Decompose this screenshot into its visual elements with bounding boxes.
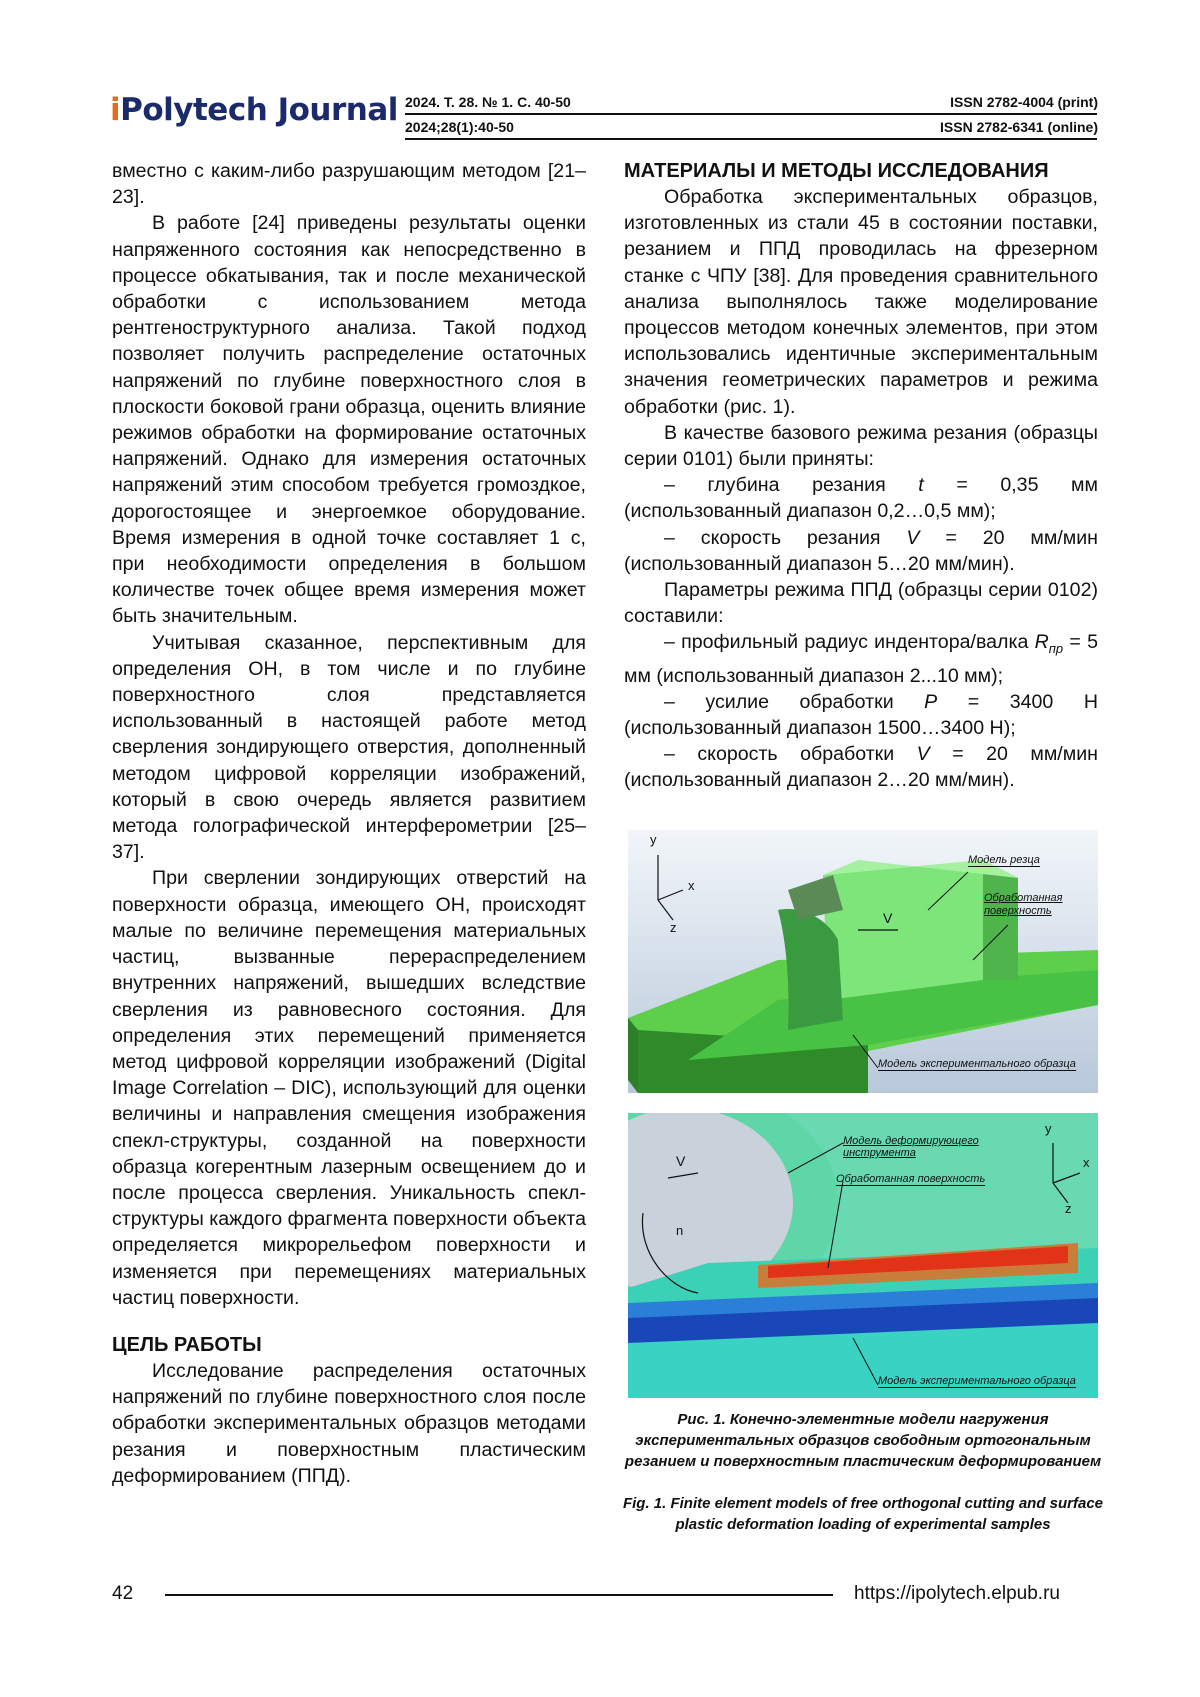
left-paragraph-3: Учитывая сказанное, перспективным для определения ОН, в том числе и по глубине поверхностного слоя представляется использованный в настоящей работе метод сверления зондирующего отверстия, дополненный методом цифровой корреляции изображений, который в свою очередь является развитием метода голографической интерферометрии [25–37].: [112, 631, 586, 864]
right-paragraph-2: В качестве базового режима резания (образцы серии 0101) были приняты:: [624, 421, 1098, 471]
left-paragraph-1: вместно с каким-либо разрушающим методом [21–23].: [112, 160, 586, 209]
footer-rule: [165, 1594, 833, 1596]
right-paragraph-1: Обработка экспериментальных образцов, изготовленных из стали 45 в состоянии поставки, резанием и ППД проводилась на фрезерном станке с ЧПУ [38]. Для проведения сравнительного анализа выполнялось также моделирование процессов методом конечных элементов, при этом использовались идентичные экспериментальным значения геометрических параметров и режима обработки (рис. 1).: [624, 186, 1098, 418]
label-deforming-tool: Модель деформирующего инструмента: [843, 1135, 979, 1159]
axis-z-bottom: z: [1065, 1201, 1072, 1216]
header-rule-top: [405, 113, 1097, 115]
axis-y-top: y: [650, 832, 657, 847]
issn-online: ISSN 2782-6341 (online): [940, 119, 1098, 135]
spd-model-annotations: [628, 1113, 1098, 1398]
footer-url[interactable]: https://ipolytech.elpub.ru: [854, 1583, 1060, 1604]
methods-heading: МАТЕРИАЛЫ И МЕТОДЫ ИССЛЕДОВАНИЯ: [624, 160, 1049, 182]
figure-spd-model: [628, 1113, 1098, 1398]
label-sample-model: Модель экспериментального образца: [878, 1058, 1076, 1070]
label-tool-model: Модель резца: [968, 854, 1040, 866]
right-paragraph-3: Параметры режима ППД (образцы серии 0102) составили:: [624, 579, 1098, 628]
label-processed-surface-bottom: Обработанная поверхность: [836, 1173, 986, 1185]
journal-logo: iPolytech Journal: [110, 92, 398, 128]
label-sample-model-bottom: Модель экспериментального образца: [878, 1375, 1076, 1387]
velocity-label-top: V: [883, 910, 893, 926]
rotation-label: n: [676, 1223, 684, 1238]
force-item: – усилие обработки P = 3400 Н (использованный диапазон 1500…3400 Н);: [624, 690, 1099, 739]
figure-cutting-model: [628, 830, 1098, 1093]
axis-x-bottom: x: [1083, 1155, 1090, 1170]
label-processed-surface: Обработанная поверхность: [984, 892, 1063, 917]
issn-print: ISSN 2782-4004 (print): [950, 94, 1098, 110]
citation-en: 2024;28(1):40-50: [405, 119, 514, 135]
axis-x-top: x: [688, 878, 695, 893]
page-number: 42: [112, 1583, 134, 1604]
cutting-speed-item: – скорость резания V = 20 мм/мин (использованный диапазон 5…20 мм/мин).: [624, 526, 1098, 575]
indenter-radius-item: – профильный радиус индентора/валка $R_{пр} = 5$ мм (использованный диапазон 2...10 мм);: [624, 631, 1099, 687]
left-paragraph-2: В работе [24] приведены результаты оценки напряженного состояния как непосредственно в процессе обкатывания, так и после механической обработки с использованием метода рентгеноструктурного анализа. Такой подход позволяет получить распределение остаточных напряжений по глубине поверхностного слоя в плоскости боковой грани образца, оценить влияние режимов обработки на формирование остаточных напряжений. Однако для измерения остаточных напряжений этим способом требуется громоздкое, дорогостоящее и энергоемкое оборудование. Время измерения в одной точке составляет 1 с, при необходимости определения в большом количестве точек общее время измерения может быть значительным.: [112, 212, 586, 628]
left-paragraph-4: При сверлении зондирующих отверстий на поверхности образца, имеющего ОН, происходят малые по величине перемещения материальных частиц, вызванные перераспределением внутренних напряжений, вышедших вследствие сверления из равновесного состояния. Для определения этих перемещений применяется метод цифровой корреляции изображений (Digital Image Correlation – DIC), использующий для оценки величины и направления смещения изображения спекл-структуры, созданной на поверхности образца когерентным лазерным освещением до и после процесса сверления. Уникальность спекл-структуры каждого фрагмента поверхности объекта определяется микрорельефом поверхности и изменяется при перемещениях материальных частиц поверхности.: [112, 867, 586, 1309]
axis-y-bottom: y: [1045, 1121, 1052, 1136]
citation-ru: 2024. Т. 28. № 1. С. 40-50: [405, 94, 571, 110]
left-column: [112, 158, 586, 1489]
cutting-model-annotations: [628, 830, 1098, 1093]
header-rule-bottom: [405, 138, 1097, 140]
goal-paragraph: Исследование распределения остаточных напряжений по глубине поверхностного слоя после обработки экспериментальных образцов методами резания и поверхностным пластическим деформированием (ППД).: [112, 1359, 586, 1487]
axis-z-top: z: [670, 920, 677, 935]
figure-caption-ru: Рис. 1. Конечно-элементные модели нагружения экспериментальных образцов свободным ортогональным резанием и поверхностным пластическим деформированием: [624, 1411, 1102, 1470]
figure-caption-en: Fig. 1. Finite element models of free orthogonal cutting and surface plastic deformation loading of experimental samples: [622, 1495, 1104, 1533]
processing-speed-item: – скорость обработки V = 20 мм/мин (использованный диапазон 2…20 мм/мин).: [624, 743, 1098, 792]
right-column: [624, 158, 1098, 794]
velocity-label-bottom: V: [676, 1153, 686, 1169]
goal-heading: ЦЕЛЬ РАБОТЫ: [112, 1333, 262, 1356]
cutting-depth-item: – глубина резания t = 0,35 мм (использованный диапазон 0,2…0,5 мм);: [624, 474, 1098, 523]
